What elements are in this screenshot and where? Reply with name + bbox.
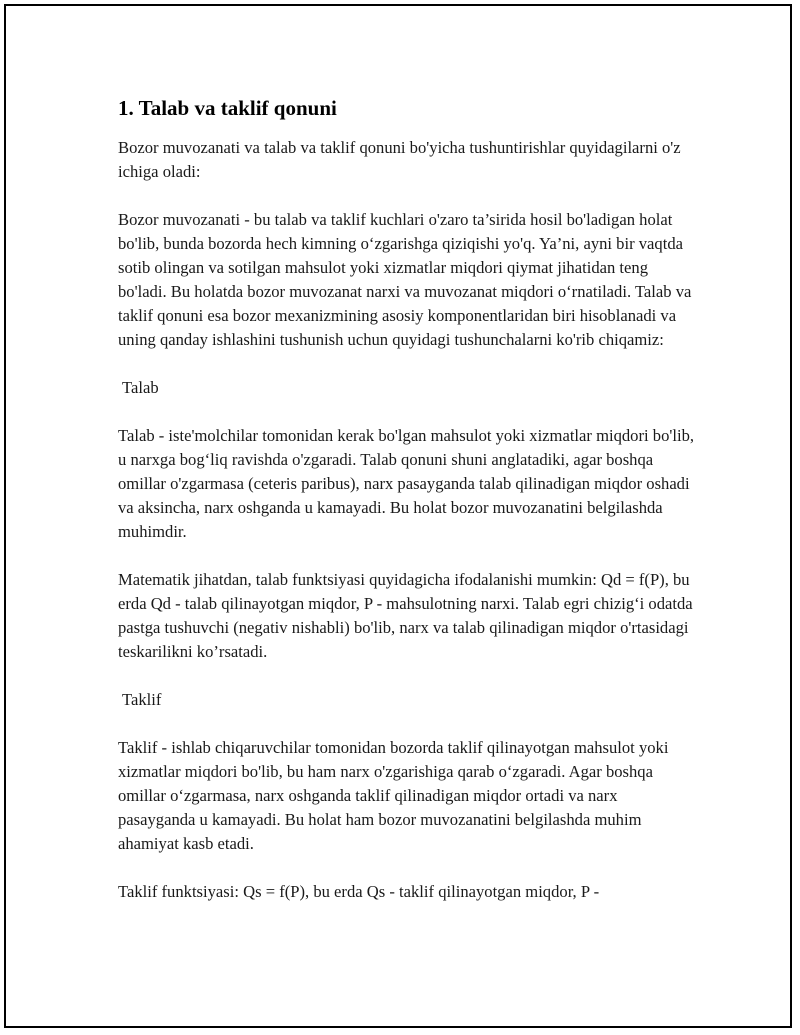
supply-function-paragraph: Taklif funktsiyasi: Qs = f(P), bu erda Qs - taklif qilinayotgan miqdor, P - xyxy=(118,882,600,901)
document-body xyxy=(118,94,698,928)
supply-definition-paragraph: Taklif - ishlab chiqaruvchilar tomonidan bozorda taklif qilinayotgan mahsulot yoki xizmatlar miqdori bo'lib, bu ham narx o'zgarishiga qarab o‘zgaradi. Agar boshqa omillar o‘zgarmasa, narx oshganda taklif qilinadigan miqdor ortadi va narx pasayganda u kamayadi. Bu holat ham bozor muvozanatini belgilashda muhim ahamiyat kasb etadi. xyxy=(118,738,669,853)
document-page xyxy=(4,4,792,1028)
market-equilibrium-paragraph: Bozor muvozanati - bu talab va taklif kuchlari o'zaro ta’sirida hosil bo'ladigan holat bo'lib, bunda bozorda hech kimning o‘zgarishga qiziqishi yo'q. Ya’ni, ayni bir vaqtda sotib olingan va sotilgan mahsulot yoki xizmatlar miqdori qiymat jihatidan teng bo'ladi. Bu holatda bozor muvozanat narxi va muvozanat miqdori o‘rnatiladi. Talab va taklif qonuni esa bozor mexanizmining asosiy komponentlaridan biri hisoblanadi va uning qanday ishlashini tushunish uchun quyidagi tushunchalarni ko'rib chiqamiz: xyxy=(118,210,692,349)
section-heading-demand: Talab xyxy=(122,378,159,397)
demand-definition-paragraph: Talab - iste'molchilar tomonidan kerak bo'lgan mahsulot yoki xizmatlar miqdori bo'lib, u narxga bog‘liq ravishda o'zgaradi. Talab qonuni shuni anglatadiki, agar boshqa omillar o'zgarmasa (ceteris paribus), narx pasayganda talab qilinadigan miqdor oshadi va aksincha, narx oshganda u kamayadi. Bu holat bozor muvozanatini belgilashda muhimdir. xyxy=(118,426,695,541)
demand-function-paragraph: Matematik jihatdan, talab funktsiyasi quyidagicha ifodalanishi mumkin: Qd = f(P), bu erda Qd - talab qilinayotgan miqdor, P - mahsulotning narxi. Talab egri chizig‘i odatda pastga tushuvchi (negativ nishabli) bo'lib, narx va talab qilinadigan miqdor o'rtasidagi teskarilikni ko’rsatadi. xyxy=(118,570,693,661)
intro-paragraph: Bozor muvozanati va talab va taklif qonuni bo'yicha tushuntirishlar quyidagilarni o'z ichiga oladi: xyxy=(118,138,681,181)
section-heading-supply: Taklif xyxy=(122,690,162,709)
document-title: 1. Talab va taklif qonuni xyxy=(118,96,337,120)
